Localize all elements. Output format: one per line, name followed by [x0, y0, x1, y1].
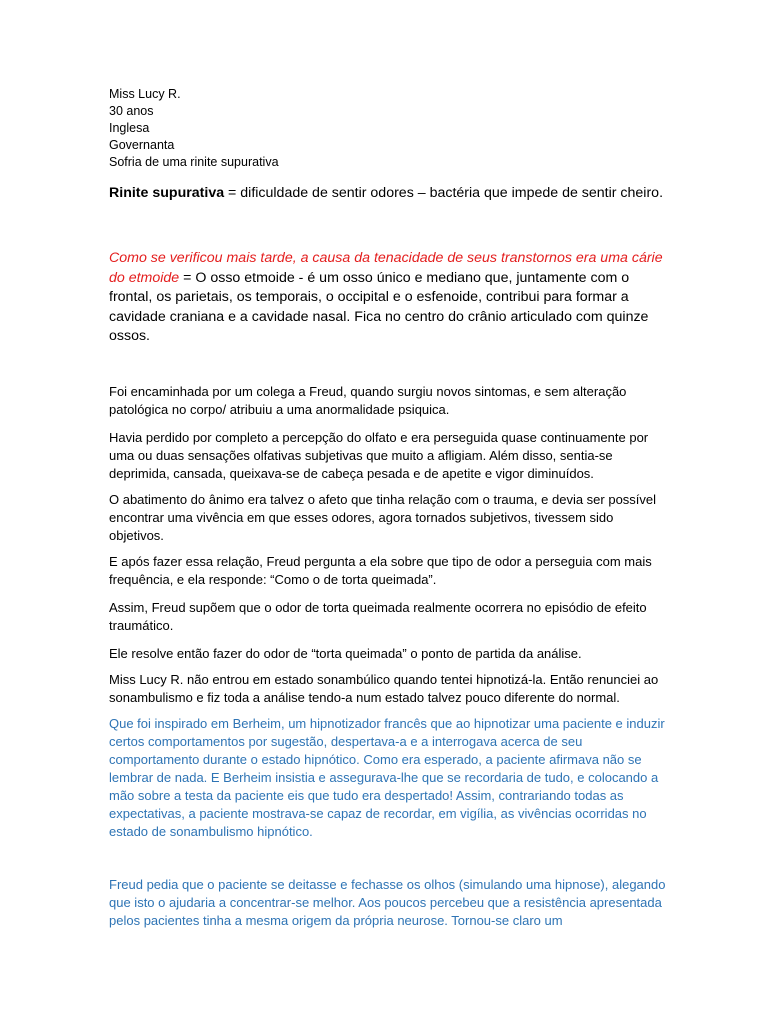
- paragraph-4: E após fazer essa relação, Freud pergunta a ela sobre que tipo de odor a perseguia com mais frequência, e ela responde: “Como o de torta queimada”.: [109, 554, 652, 587]
- patient-header: [109, 86, 279, 171]
- paragraph-6: Ele resolve então fazer do odor de “torta queimada” o ponto de partida da análise.: [109, 646, 582, 661]
- definition-term: Rinite supurativa: [109, 185, 225, 201]
- header-condition: Sofria de uma rinite supurativa: [109, 155, 279, 169]
- header-name: Miss Lucy R.: [109, 87, 181, 101]
- definition-text: = dificuldade de sentir odores – bactéria que impede de sentir cheiro.: [224, 185, 664, 201]
- etmoide-text: = O osso etmoide - é um osso único e mediano que, juntamente com o frontal, os parietais, os temporais, o occipital e o esfenoide, contribui para formar a cavidade craniana e a cavidade nasal. Fica no centro do crânio articulado com quinze ossos.: [109, 269, 649, 344]
- paragraph-5: Assim, Freud supõem que o odor de torta queimada realmente ocorrera no episódio de efeito traumático.: [109, 600, 647, 633]
- paragraph-3: O abatimento do ânimo era talvez o afeto que tinha relação com o trauma, e devia ser possível encontrar uma vivência em que esses odores, agora tornados subjetivos, tivessem sido objetivos.: [109, 492, 657, 543]
- etmoide-red-text: Como se verificou mais tarde, a causa da tenacidade de seus transtornos era uma cárie do etmoide: [109, 250, 663, 286]
- etmoide-paragraph: [109, 249, 669, 347]
- paragraph-8: Que foi inspirado em Berheim, um hipnotizador francês que ao hipnotizar uma paciente e induzir certos comportamentos por sugestão, despertava-a e a interrogava acerca de seu comportamento durante o estado hipnótico. Como era esperado, a paciente afirmava não se lembrar de nada. E Berheim insistia e assegurava-lhe que se recordaria de tudo, e colocando a mão sobre a testa da paciente eis que tudo era despertado! Assim, contrariando todas as expectativas, a paciente mostrava-se capaz de recordar, em vigília, as vivências ocorridas no estado de sonambulismo hipnótico.: [109, 716, 665, 839]
- header-nationality: Inglesa: [109, 121, 150, 135]
- header-occupation: Governanta: [109, 138, 175, 152]
- paragraph-7: Miss Lucy R. não entrou em estado sonambúlico quando tentei hipnotizá-la. Então renunciei ao sonambulismo e fiz toda a análise tendo-a num estado talvez pouco diferente do normal.: [109, 672, 659, 705]
- definition-paragraph: [109, 184, 669, 204]
- paragraph-1: Foi encaminhada por um colega a Freud, quando surgiu novos sintomas, e sem alteração patológica no corpo/ atribuiu a uma anormalidade psiquica.: [109, 384, 627, 417]
- paragraph-9: Freud pedia que o paciente se deitasse e fechasse os olhos (simulando uma hipnose), alegando que isto o ajudaria a concentrar-se melhor. Aos poucos percebeu que a resistência apresentada pelos pacientes tinha a mesma origem da própria neurose. Tornou-se claro um: [109, 877, 666, 928]
- paragraph-2: Havia perdido por completo a percepção do olfato e era perseguida quase continuamente por uma ou duas sensações olfativas subjetivas que muito a afligiam. Além disso, sentia-se deprimida, cansada, queixava-se de cabeça pesada e de apetite e vigor diminuídos.: [109, 430, 649, 481]
- header-age: 30 anos: [109, 104, 154, 118]
